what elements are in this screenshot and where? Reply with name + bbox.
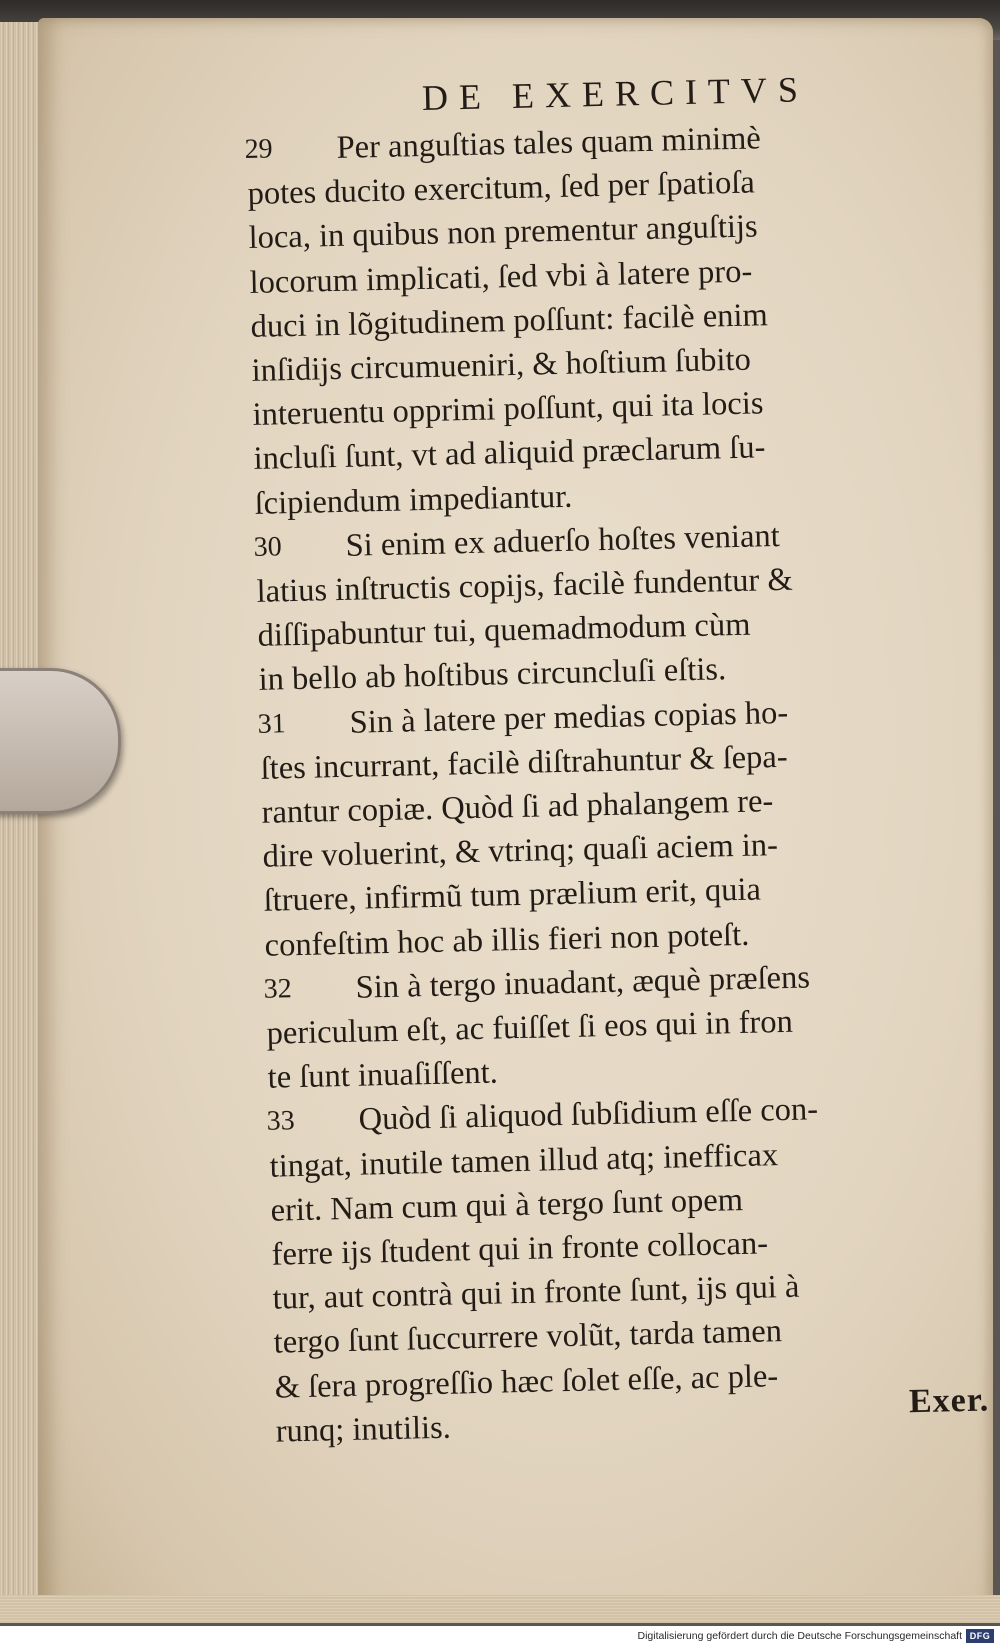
text-line: in bello ab hoſtibus circuncluſi eſtis. xyxy=(258,651,727,699)
running-head: DE EXERCITVS xyxy=(421,69,810,118)
text-line: ſtruere, infirmũ tum prælium erit, quia xyxy=(263,871,762,920)
dfg-logo: DFG xyxy=(966,1629,994,1643)
text-line: potes ducito exercitum, ſed per ſpatioſa xyxy=(247,164,756,213)
text-line: erit. Nam cum qui à tergo ſunt opem xyxy=(270,1181,744,1229)
text-line: runq; inutilis. xyxy=(275,1409,452,1450)
page-text xyxy=(244,62,990,1454)
text-line: ſcipiendum impediantur. xyxy=(254,478,573,522)
text-line: Per anguſtias tales quam minimè xyxy=(336,120,762,166)
paragraph-number: 33 xyxy=(266,1105,296,1138)
text-line: duci in lõgitudinem poſſunt: facilè enim xyxy=(250,297,769,345)
text-line: locorum implicati, ſed vbi à latere pro- xyxy=(249,253,753,301)
text-line: inſidijs circumueniri, & hoſtium ſubito xyxy=(251,341,752,389)
paragraph-number: 31 xyxy=(257,707,287,740)
paragraph-number: 30 xyxy=(253,531,282,563)
paragraphs xyxy=(246,112,986,1454)
text-line: dire voluerint, & vtrinq; quaſi aciem in- xyxy=(262,827,779,876)
paragraph xyxy=(246,112,965,526)
text-line: tingat, inutile tamen illud atq; inefficax xyxy=(269,1136,779,1185)
text-line: Sin à latere per medias copias ho- xyxy=(349,694,789,741)
text-line: Quòd ſi aliquod ſubſidium eſſe con- xyxy=(358,1091,819,1139)
text-line: diſſipabuntur tui, quemadmodum cùm xyxy=(257,606,751,655)
text-line: latius inſtructis copijs, facilè fundentur & xyxy=(256,561,794,610)
paragraph xyxy=(255,510,969,703)
text-line: interuentu opprimi poſſunt, qui ita locis xyxy=(252,385,764,434)
text-line: te ſunt inuaſiſſent. xyxy=(267,1054,499,1097)
text-line: tergo ſunt ſuccurrere volũt, tarda tamen xyxy=(273,1313,783,1362)
text-line: & ſera progreſſio hæc ſolet eſſe, ac ple- xyxy=(274,1357,779,1406)
paragraph xyxy=(265,952,978,1101)
text-line: incluſi ſunt, vt ad aliquid præclarum ſu- xyxy=(253,429,766,478)
paragraph-number: 29 xyxy=(244,133,273,166)
text-line: ſtes incurrant, facilè diſtrahuntur & ſepa- xyxy=(260,738,788,787)
text-line: confeſtim hoc ab illis fieri non poteſt. xyxy=(264,916,750,964)
text-line: tur, aut contrà qui in fronte ſunt, ijs qui à xyxy=(272,1269,800,1317)
digitization-credit: Digitalisierung gefördert durch die Deutsche Forschungsgemeinschaft xyxy=(637,1630,962,1642)
text-line: rantur copiæ. Quòd ſi ad phalangem re- xyxy=(261,783,774,831)
bottom-edges xyxy=(0,1595,1000,1623)
paragraph-number: 32 xyxy=(263,973,293,1005)
paragraph xyxy=(268,1084,986,1454)
text-line: loca, in quibus non prementur anguſtijs xyxy=(248,208,759,257)
text-line: Sin à tergo inuadant, æquè præſens xyxy=(355,959,811,1006)
text-line: Si enim ex aduerſo hoſtes veniant xyxy=(345,517,781,564)
catchword: Exer. xyxy=(908,1381,990,1421)
paragraph xyxy=(259,686,975,967)
text-line: periculum eſt, ac fuiſſet ſi eos qui in fron xyxy=(266,1003,794,1052)
text-line: ferre ijs ſtudent qui in fronte collocan- xyxy=(271,1225,769,1273)
